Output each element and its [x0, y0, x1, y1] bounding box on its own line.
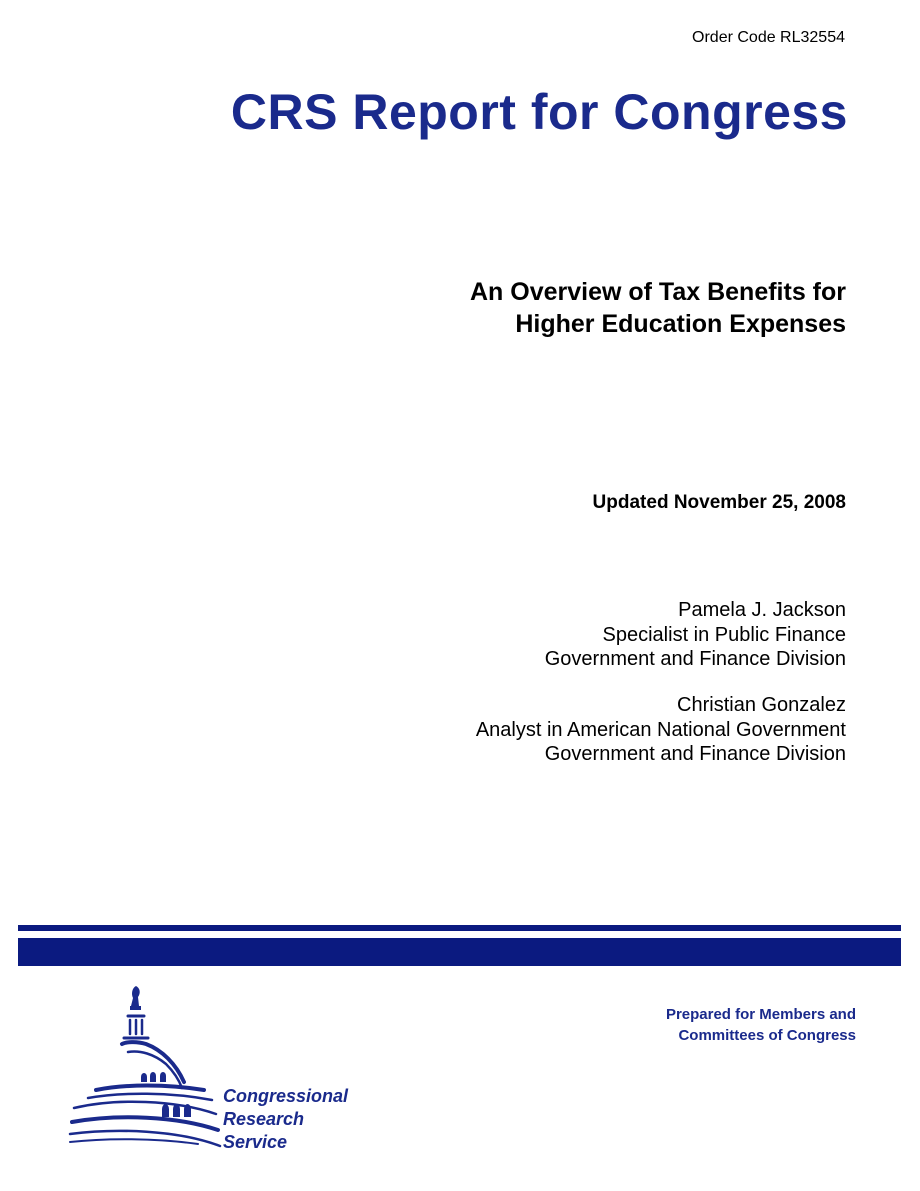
- capitol-dome-icon: [66, 982, 226, 1157]
- logo-line-1: Congressional: [223, 1086, 349, 1106]
- author-division: Government and Finance Division: [544, 743, 846, 765]
- logo-line-2: Research: [223, 1109, 305, 1129]
- author-title: Specialist in Public Finance: [602, 623, 846, 646]
- author-title: Analyst in American National Government: [475, 718, 846, 741]
- author-name: Pamela J. Jackson: [678, 599, 846, 621]
- logo-line-3: Service: [223, 1132, 288, 1152]
- document-title-line-1: An Overview of Tax Benefits for: [469, 278, 846, 306]
- prepared-line-2: Committees of Congress: [678, 1027, 856, 1044]
- prepared-for: [666, 1004, 856, 1046]
- author-division: Government and Finance Division: [544, 648, 846, 670]
- author-block-2: [476, 693, 846, 767]
- author-name: Christian Gonzalez: [677, 694, 846, 716]
- document-title: [470, 276, 846, 340]
- document-title-line-2: Higher Education Expenses: [515, 310, 846, 338]
- updated-date: Updated November 25, 2008: [592, 492, 846, 513]
- order-code: Order Code RL32554: [692, 29, 845, 46]
- divider-thick: [18, 938, 901, 966]
- prepared-line-1: Prepared for Members and: [665, 1006, 856, 1023]
- report-title: CRS Report for Congress: [230, 84, 848, 140]
- logo-wordmark: [223, 1085, 348, 1154]
- author-block-1: [545, 598, 846, 672]
- divider-thin: [18, 925, 901, 931]
